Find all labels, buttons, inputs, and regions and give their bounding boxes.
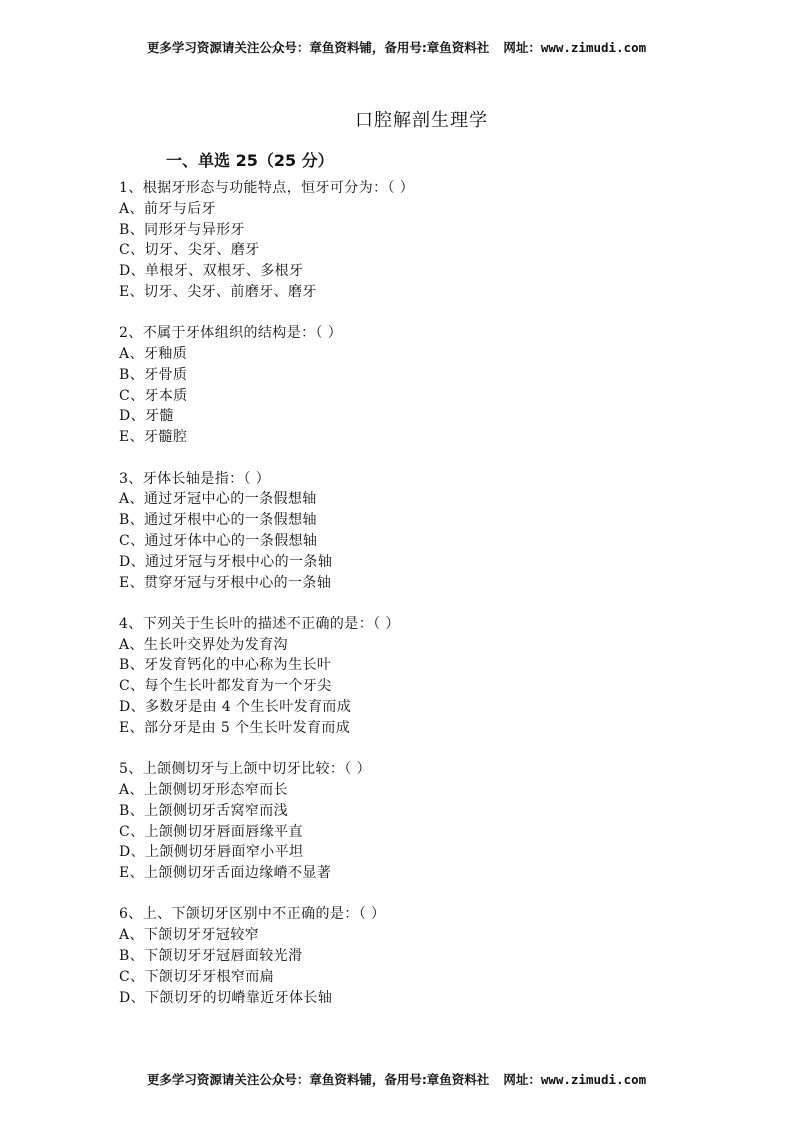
question-option: D、通过牙冠与牙根中心的一条轴	[119, 553, 333, 570]
question-3	[119, 469, 719, 594]
footer-site-url: www.zimudi.com	[540, 1072, 647, 1087]
question-stem: 3、牙体长轴是指：（ ）	[119, 470, 271, 487]
question-option: C、通过牙体中心的一条假想轴	[119, 532, 318, 549]
question-2	[119, 323, 719, 448]
question-option: B、同形牙与异形牙	[119, 221, 245, 238]
question-option: B、牙骨质	[119, 366, 188, 383]
question-option: D、多数牙是由 4 个生长叶发育而成	[119, 699, 352, 716]
question-option: B、下颌切牙牙冠唇面较光滑	[119, 948, 303, 964]
question-option: C、牙本质	[119, 387, 188, 404]
question-stem: 6、上、下颌切牙区别中不正确的是：（ ）	[119, 906, 386, 923]
question-option: A、通过牙冠中心的一条假想轴	[119, 491, 317, 508]
question-option: A、生长叶交界处为发育沟	[119, 636, 288, 653]
footer-site-label: 网址：	[503, 1072, 541, 1087]
question-stem: 4、下列关于生长叶的描述不正确的是：（ ）	[119, 615, 400, 632]
question-option: E、上颌侧切牙舌面边缘嵴不显著	[119, 865, 332, 882]
footer-banner-text: 更多学习资源请关注公众号：章鱼资料铺，备用号:章鱼资料社	[146, 1072, 490, 1087]
question-stem: 1、根据牙形态与功能特点，恒牙可分为：（ ）	[119, 180, 415, 196]
header-site-label: 网址：	[503, 40, 541, 55]
question-option: E、切牙、尖牙、前磨牙、磨牙	[119, 283, 317, 300]
question-option: E、牙髓腔	[119, 429, 188, 446]
question-option: B、通过牙根中心的一条假想轴	[119, 512, 317, 529]
question-list	[119, 178, 719, 1029]
question-option: A、上颌侧切牙形态窄而长	[119, 781, 288, 798]
question-5	[119, 759, 719, 884]
question-option: D、上颌侧切牙唇面窄小平坦	[119, 844, 304, 861]
question-option: C、每个生长叶都发育为一个牙尖	[119, 678, 332, 695]
question-option: A、下颌切牙牙冠较窄	[119, 927, 260, 944]
question-stem: 5、上颌侧切牙与上颌中切牙比较：（ ）	[119, 761, 371, 778]
question-option: D、牙髓	[119, 408, 174, 425]
question-6	[119, 904, 719, 1008]
footer-banner	[0, 1070, 793, 1088]
document-title: 口腔解剖生理学	[355, 110, 488, 131]
question-option: B、牙发育钙化的中心称为生长叶	[119, 657, 332, 674]
question-option: C、上颌侧切牙唇面唇缘平直	[119, 823, 303, 840]
question-option: D、单根牙、双根牙、多根牙	[119, 263, 304, 280]
question-stem: 2、不属于牙体组织的结构是：（ ）	[119, 325, 343, 342]
question-option: D、下颌切牙的切嵴靠近牙体长轴	[119, 989, 333, 1006]
question-1	[119, 178, 719, 303]
question-option: A、牙釉质	[119, 346, 188, 363]
question-option: E、贯穿牙冠与牙根中心的一条轴	[119, 574, 332, 591]
section-heading: 一、单选 25（25 分）	[166, 151, 334, 170]
question-option: E、部分牙是由 5 个生长叶发育而成	[119, 719, 351, 736]
question-option: A、前牙与后牙	[119, 200, 216, 217]
header-banner	[0, 38, 793, 56]
question-option: B、上颌侧切牙舌窝窄而浅	[119, 802, 289, 819]
question-option: C、切牙、尖牙、磨牙	[119, 242, 260, 259]
header-banner-text: 更多学习资源请关注公众号：章鱼资料铺，备用号:章鱼资料社	[146, 40, 490, 55]
question-4	[119, 614, 719, 739]
question-option: C、下颌切牙牙根窄而扁	[119, 968, 275, 985]
header-site-url: www.zimudi.com	[540, 40, 647, 55]
